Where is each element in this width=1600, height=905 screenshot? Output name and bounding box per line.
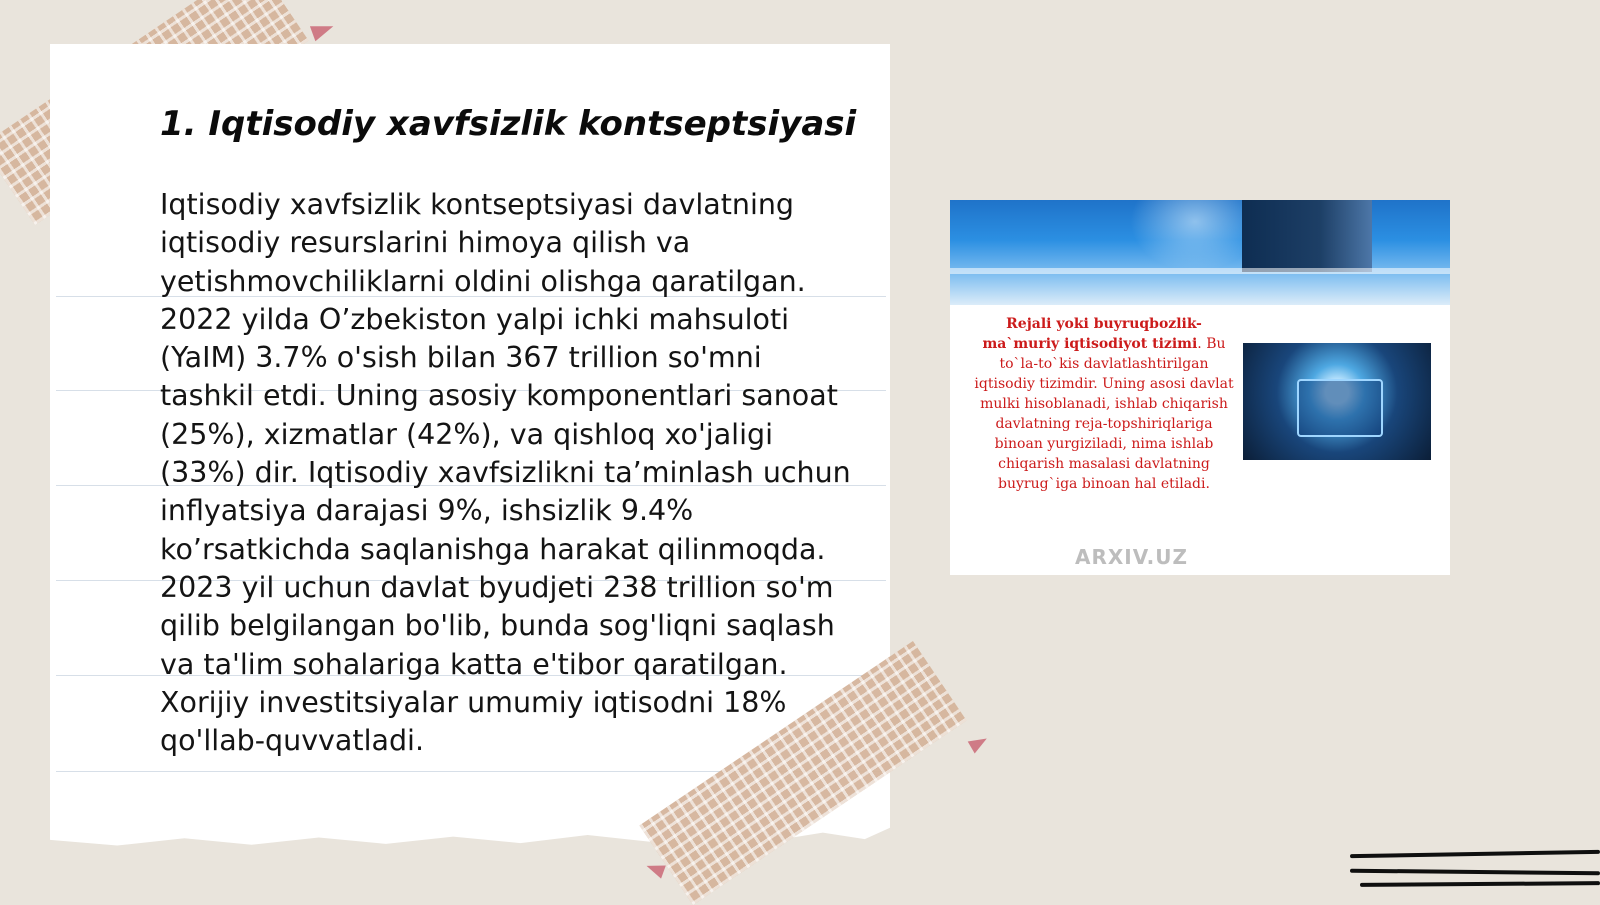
brush-stroke — [1350, 869, 1600, 876]
pin-top — [310, 19, 336, 42]
body-paragraph: Iqtisodiy xavfsizlik kontseptsiyasi davlatning iqtisodiy resurslarini himoya qilish va yetishmovchiliklarni oldini olishga qaratilgan. 2022 yilda O’zbekiston yalpi ichki mahsuloti (YaIM) 3.7% o'sish bilan 367 trillion so'mni tashkil etdi. Uning asosiy komponentlari sanoat (25%), xizmatlar (42%), va qishloq xo'jaligi (33%) dir. Iqtisodiy xavfsizlikni ta’minlash uchun inflyatsiya darajasi 9%, ishsizlik 9.4% ko’rsatkichda saqlanishga harakat qilinmoqda. 2023 yil uchun davlat byudjeti 238 trillion so'm qilib belgilangan bo'lib, bunda sog'liqni saqlash va ta'lim sohalariga katta e'tibor qaratilgan. Xorijiy investitsiyalar umumiy iqtisodni 18% qo'llab-quvvatladi. — [160, 188, 851, 758]
pin-bottom-right — [968, 732, 991, 753]
technology-photo — [1243, 343, 1431, 460]
slide-heading: Rejali yoki buyruqbozlik-ma`muriy iqtisodiyot tizimi — [982, 316, 1202, 352]
page-title: 1. Iqtisodiy xavfsizlik kontseptsiyasi — [160, 104, 857, 144]
slide-description: . Bu to`la-to`kis davlatlashtirilgan iqtisodiy tizimdir. Uning asosi davlat mulki hisoblanadi, ishlab chiqarish davlatning reja-topshiriqlariga binoan yurgiziladi, nima ishlab chiqarish masalasi davlatning buyrug`iga binoan hal etiladi. — [974, 336, 1234, 492]
brush-stroke — [1350, 850, 1600, 858]
pin-bottom-left — [644, 859, 666, 878]
watermark-text: ARXIV.UZ — [1075, 545, 1188, 569]
slide-text — [972, 314, 1236, 494]
slide-banner — [950, 200, 1450, 305]
embedded-slide-image — [950, 200, 1450, 575]
brush-stroke — [1360, 881, 1600, 887]
touch-hand-graphic — [1130, 200, 1260, 272]
tablet-graphic — [1297, 379, 1383, 437]
suit-graphic — [1242, 200, 1372, 272]
banner-glow — [950, 268, 1450, 274]
